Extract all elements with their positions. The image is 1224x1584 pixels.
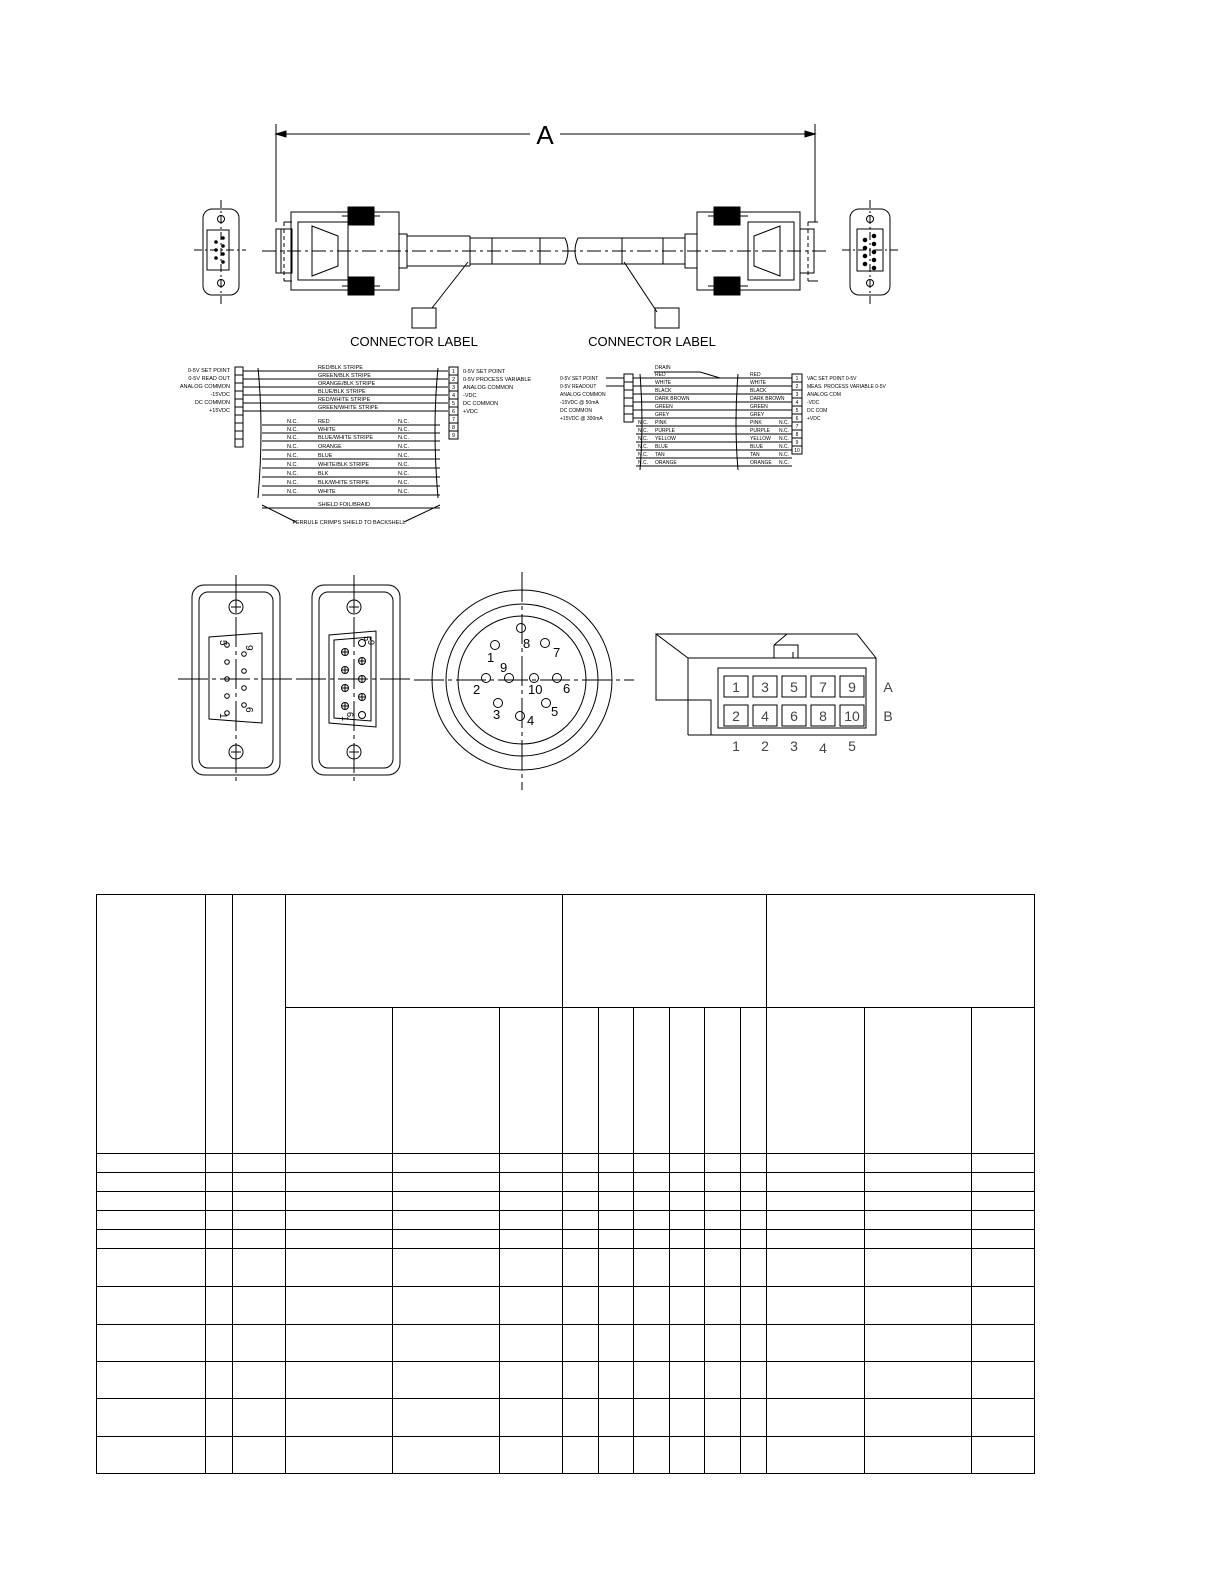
svg-text:-VDC: -VDC — [463, 393, 477, 399]
svg-text:BLK: BLK — [318, 471, 329, 477]
svg-text:WHITE: WHITE — [750, 380, 767, 386]
svg-text:+15VDC: +15VDC — [209, 408, 230, 414]
svg-text:GREEN/BLK STRIPE: GREEN/BLK STRIPE — [318, 373, 371, 379]
svg-text:GREEN: GREEN — [655, 404, 673, 410]
svg-text:BLUE/WHITE STRIPE: BLUE/WHITE STRIPE — [318, 435, 374, 441]
svg-text:BLUE: BLUE — [655, 444, 669, 450]
table-cell — [286, 895, 563, 1008]
svg-text:1: 1 — [217, 713, 228, 719]
svg-text:GREEN/WHITE STRIPE: GREEN/WHITE STRIPE — [318, 405, 379, 411]
svg-text:+15VDC @ 300mA: +15VDC @ 300mA — [560, 416, 603, 422]
svg-text:ORANGE: ORANGE — [318, 444, 342, 450]
table-row — [97, 1249, 1035, 1287]
table-cell — [563, 895, 767, 1008]
svg-text:9: 9 — [451, 433, 456, 439]
svg-text:N.C.: N.C. — [398, 489, 409, 495]
dimension-label: A — [536, 120, 554, 150]
svg-text:8: 8 — [819, 708, 827, 724]
table-cell — [393, 1008, 500, 1154]
svg-text:YELLOW: YELLOW — [655, 436, 676, 442]
table-cell — [670, 1008, 705, 1154]
left-connector-label — [350, 262, 478, 349]
svg-text:N.C.: N.C. — [287, 435, 298, 441]
svg-text:8: 8 — [795, 432, 799, 438]
svg-text:1: 1 — [451, 369, 456, 375]
svg-text:1: 1 — [487, 650, 495, 665]
table-header-row — [97, 895, 1035, 1008]
wiring-schematic-right — [560, 365, 886, 470]
svg-text:6: 6 — [243, 707, 254, 713]
db9-male-face — [178, 575, 296, 783]
left-schematic-right-functions — [463, 369, 531, 415]
svg-text:6: 6 — [790, 708, 798, 724]
svg-text:5: 5 — [362, 636, 372, 642]
svg-text:9: 9 — [243, 645, 254, 651]
svg-text:CONNECTOR LABEL: CONNECTOR LABEL — [588, 334, 716, 349]
svg-text:DC COM: DC COM — [807, 408, 828, 414]
table-row — [97, 1173, 1035, 1192]
svg-text:1: 1 — [340, 716, 350, 722]
svg-text:6: 6 — [345, 712, 355, 718]
svg-text:N.C.: N.C. — [779, 460, 789, 466]
svg-text:3: 3 — [790, 738, 798, 754]
table-cell — [634, 1008, 670, 1154]
svg-text:9: 9 — [500, 660, 508, 675]
svg-text:N.C.: N.C. — [287, 462, 298, 468]
svg-text:FERRULE CRIMPS SHIELD TO BACKS: FERRULE CRIMPS SHIELD TO BACKSHELL — [292, 520, 406, 526]
svg-text:8: 8 — [523, 636, 531, 651]
svg-text:BLK/WHITE STRIPE: BLK/WHITE STRIPE — [318, 480, 370, 486]
table-cell — [599, 1008, 634, 1154]
svg-text:BLUE: BLUE — [750, 444, 764, 450]
svg-text:GREY: GREY — [655, 412, 670, 418]
svg-text:10: 10 — [528, 682, 543, 697]
svg-text:0-5V READ OUT: 0-5V READ OUT — [188, 376, 230, 382]
svg-text:BLACK: BLACK — [655, 388, 672, 394]
rect-connector-10pin — [656, 634, 893, 756]
svg-text:DRAIN: DRAIN — [655, 365, 671, 371]
table-row — [97, 1399, 1035, 1437]
svg-text:TAN: TAN — [655, 452, 665, 458]
svg-text:5: 5 — [795, 408, 799, 414]
db9-female-face — [296, 575, 412, 783]
table-row — [97, 1211, 1035, 1230]
svg-text:N.C.: N.C. — [398, 435, 409, 441]
svg-text:WHITE: WHITE — [318, 489, 336, 495]
svg-text:7: 7 — [451, 417, 456, 423]
svg-text:N.C.: N.C. — [287, 480, 298, 486]
svg-text:RED: RED — [318, 419, 330, 425]
svg-text:YELLOW: YELLOW — [750, 436, 771, 442]
svg-text:1: 1 — [795, 376, 799, 382]
svg-text:1: 1 — [732, 679, 740, 695]
svg-text:7: 7 — [553, 645, 561, 660]
svg-text:N.C.: N.C. — [638, 420, 648, 426]
svg-text:5: 5 — [790, 679, 798, 695]
left-pin-boxes — [235, 367, 243, 447]
svg-text:N.C.: N.C. — [779, 444, 789, 450]
svg-text:2: 2 — [732, 708, 740, 724]
svg-text:N.C.: N.C. — [638, 452, 648, 458]
table-row — [97, 1437, 1035, 1474]
table-row — [97, 1362, 1035, 1399]
svg-text:7: 7 — [795, 424, 799, 430]
table-row — [97, 1325, 1035, 1362]
svg-text:PINK: PINK — [750, 420, 762, 426]
svg-text:A: A — [883, 679, 893, 695]
svg-text:N.C.: N.C. — [779, 428, 789, 434]
svg-text:N.C.: N.C. — [638, 460, 648, 466]
svg-text:DC COMMON: DC COMMON — [560, 408, 592, 414]
svg-text:N.C.: N.C. — [638, 444, 648, 450]
svg-text:N.C.: N.C. — [398, 453, 409, 459]
table-cell — [705, 1008, 741, 1154]
svg-text:+VDC: +VDC — [807, 416, 821, 422]
table-cell — [865, 1008, 972, 1154]
wiring-schematic-left — [180, 365, 532, 526]
right-function-labels — [560, 376, 606, 422]
svg-text:N.C.: N.C. — [287, 444, 298, 450]
svg-text:BLUE: BLUE — [318, 453, 333, 459]
table-cell — [972, 1008, 1035, 1154]
svg-text:3: 3 — [493, 707, 501, 722]
svg-text:ANALOG COMMON: ANALOG COMMON — [560, 392, 606, 398]
svg-text:PINK: PINK — [655, 420, 667, 426]
svg-text:BLACK: BLACK — [750, 388, 767, 394]
svg-text:DC COMMON: DC COMMON — [194, 400, 230, 406]
svg-text:ORANGE/BLK STRIPE: ORANGE/BLK STRIPE — [318, 381, 376, 387]
svg-text:WHITE/BLK STRIPE: WHITE/BLK STRIPE — [318, 462, 370, 468]
svg-text:4: 4 — [527, 713, 535, 728]
svg-text:TAN: TAN — [750, 452, 760, 458]
svg-text:9: 9 — [366, 640, 376, 646]
svg-text:ORANGE: ORANGE — [655, 460, 677, 466]
table-row — [97, 1154, 1035, 1173]
svg-text:6: 6 — [563, 681, 571, 696]
table-row — [97, 1230, 1035, 1249]
svg-text:WHITE: WHITE — [655, 380, 672, 386]
table-cell — [233, 895, 286, 1154]
svg-text:SHIELD FOIL/BRAID: SHIELD FOIL/BRAID — [318, 502, 370, 508]
svg-text:N.C.: N.C. — [398, 444, 409, 450]
table-cell — [286, 1008, 393, 1154]
svg-text:0-5V PROCESS VARIABLE: 0-5V PROCESS VARIABLE — [463, 377, 532, 383]
svg-text:N.C.: N.C. — [398, 419, 409, 425]
table-cell — [767, 1008, 865, 1154]
svg-text:-15VDC @ 50mA: -15VDC @ 50mA — [560, 400, 599, 406]
svg-text:MEAS. PROCESS VARIABLE 0-5V: MEAS. PROCESS VARIABLE 0-5V — [807, 384, 886, 390]
svg-text:2: 2 — [473, 682, 481, 697]
svg-text:8: 8 — [451, 425, 456, 431]
svg-text:GREY: GREY — [750, 412, 765, 418]
svg-text:9: 9 — [795, 440, 799, 446]
svg-text:N.C.: N.C. — [638, 436, 648, 442]
svg-text:N.C.: N.C. — [287, 427, 298, 433]
svg-text:N.C.: N.C. — [398, 480, 409, 486]
svg-text:DC COMMON: DC COMMON — [463, 401, 499, 407]
right-end-view — [842, 200, 898, 304]
svg-text:RED: RED — [750, 372, 761, 378]
svg-text:ORANGE: ORANGE — [750, 460, 772, 466]
svg-text:1: 1 — [732, 738, 740, 754]
table-row — [97, 1287, 1035, 1325]
svg-text:N.C.: N.C. — [287, 471, 298, 477]
svg-text:RED/WHITE STRIPE: RED/WHITE STRIPE — [318, 397, 371, 403]
svg-text:B: B — [883, 708, 893, 724]
svg-text:N.C.: N.C. — [287, 453, 298, 459]
svg-text:-15VDC: -15VDC — [210, 392, 230, 398]
svg-text:5: 5 — [551, 704, 559, 719]
specification-table — [96, 894, 1034, 1474]
table-cell — [500, 1008, 563, 1154]
svg-text:VAC SET POINT 0-5V: VAC SET POINT 0-5V — [807, 376, 857, 382]
svg-text:10: 10 — [844, 708, 860, 724]
svg-text:2: 2 — [761, 738, 769, 754]
svg-text:0-5V SET POINT: 0-5V SET POINT — [560, 376, 599, 382]
svg-text:4: 4 — [819, 740, 827, 756]
svg-text:3: 3 — [761, 679, 769, 695]
svg-text:DARK BROWN: DARK BROWN — [750, 396, 785, 402]
table-cell — [563, 1008, 599, 1154]
cable-assembly — [194, 120, 898, 349]
right-schematic-right-functions — [807, 376, 886, 422]
svg-text:N.C.: N.C. — [287, 419, 298, 425]
svg-text:2: 2 — [795, 384, 799, 390]
svg-text:5: 5 — [451, 401, 456, 407]
svg-text:RED: RED — [655, 372, 666, 378]
svg-text:10: 10 — [794, 448, 800, 454]
svg-text:6: 6 — [795, 416, 799, 422]
svg-text:GREEN: GREEN — [750, 404, 768, 410]
svg-text:4: 4 — [795, 400, 799, 406]
svg-text:RED/BLK STRIPE: RED/BLK STRIPE — [318, 365, 363, 371]
svg-text:0-5V READOUT: 0-5V READOUT — [560, 384, 597, 390]
svg-text:PURPLE: PURPLE — [750, 428, 771, 434]
circular-connector-face — [414, 572, 634, 790]
svg-text:2: 2 — [451, 377, 456, 383]
svg-text:WHITE: WHITE — [318, 427, 336, 433]
svg-text:7: 7 — [819, 679, 827, 695]
svg-text:PURPLE: PURPLE — [655, 428, 676, 434]
svg-text:N.C.: N.C. — [398, 427, 409, 433]
svg-text:6: 6 — [451, 409, 456, 415]
svg-text:N.C.: N.C. — [779, 420, 789, 426]
svg-text:ANALOG COM: ANALOG COM — [807, 392, 841, 398]
svg-text:DARK BROWN: DARK BROWN — [655, 396, 690, 402]
svg-text:BLUE/BLK STRIPE: BLUE/BLK STRIPE — [318, 389, 366, 395]
left-function-labels — [180, 368, 231, 414]
svg-text:N.C.: N.C. — [638, 428, 648, 434]
svg-text:N.C.: N.C. — [398, 462, 409, 468]
svg-text:5: 5 — [217, 640, 228, 646]
svg-text:N.C.: N.C. — [287, 489, 298, 495]
left-end-view — [194, 200, 246, 304]
table-cell — [767, 895, 1035, 1008]
svg-text:4: 4 — [451, 393, 456, 399]
svg-text:-VDC: -VDC — [807, 400, 820, 406]
left-wire-labels — [318, 365, 379, 508]
table-cell — [741, 1008, 767, 1154]
svg-text:0-5V SET POINT: 0-5V SET POINT — [463, 369, 506, 375]
svg-text:ANALOG COMMON: ANALOG COMMON — [463, 385, 514, 391]
svg-text:CONNECTOR LABEL: CONNECTOR LABEL — [350, 334, 478, 349]
svg-text:0-5V SET POINT: 0-5V SET POINT — [187, 368, 230, 374]
svg-text:4: 4 — [761, 708, 769, 724]
svg-text:3: 3 — [795, 392, 799, 398]
svg-text:ANALOG COMMON: ANALOG COMMON — [179, 384, 230, 390]
svg-text:3: 3 — [451, 385, 456, 391]
svg-text:5: 5 — [848, 738, 856, 754]
svg-text:N.C.: N.C. — [398, 471, 409, 477]
table-cell — [206, 895, 233, 1154]
svg-text:+VDC: +VDC — [463, 409, 478, 415]
table-cell — [97, 895, 206, 1154]
svg-text:N.C.: N.C. — [779, 436, 789, 442]
svg-text:N.C.: N.C. — [779, 452, 789, 458]
svg-text:9: 9 — [848, 679, 856, 695]
table-row — [97, 1192, 1035, 1211]
